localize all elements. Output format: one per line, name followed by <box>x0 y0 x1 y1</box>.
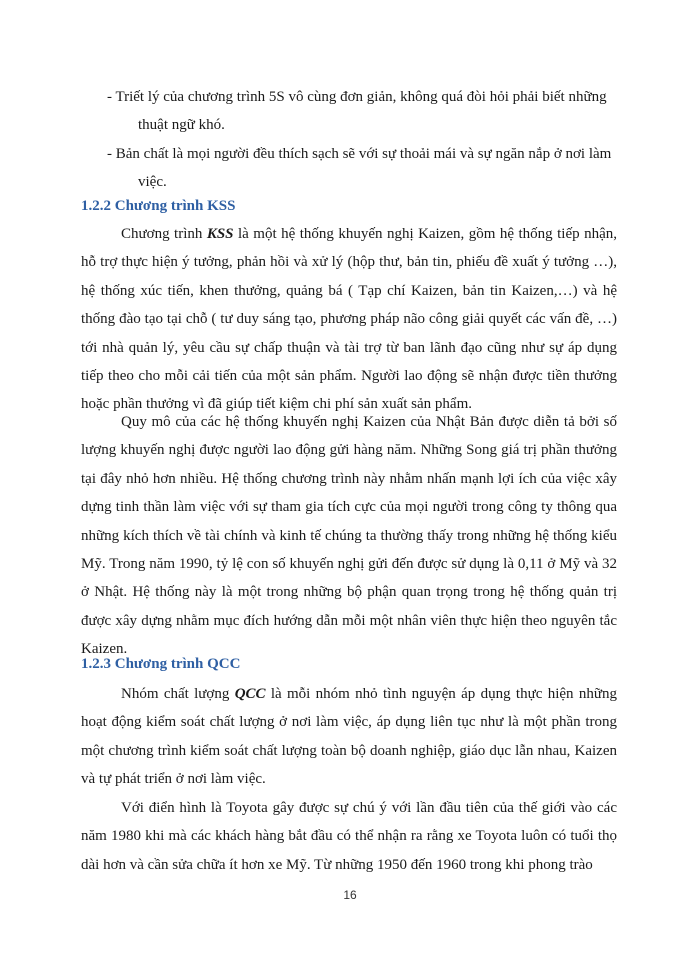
page-number: 16 <box>343 888 357 902</box>
bullet-line: - Triết lý của chương trình 5S vô cùng đơn giản, không quá đòi hỏi phải biết những <box>107 89 607 105</box>
paragraph-text: Nhóm chất lượng <box>121 686 235 702</box>
paragraph-text: là một hệ thống khuyến nghị Kaizen, gồm hệ thống tiếp nhận, hỗ trợ thực hiện ý tưởng, phản hồi và xử lý (hộp thư, bản tin, phiếu đề xuất ý tưởng …), hệ thống xúc tiến, khen thưởng, quảng bá ( Tạp chí Kaizen, bản tin Kaizen,…) và hệ thống đào tạo tại chỗ ( tư duy sáng tạo, phương pháp não công giải quyết các vấn đề, …) tới nhà quản lý, yêu cầu sự chấp thuận và tài trợ từ ban lãnh đạo cũng như sự áp dụng tiếp theo cho mỗi cải tiến của một sản phẩm. Người lao động sẽ nhận được tiền thưởng hoặc phần thưởng vì đã giúp tiết kiệm chi phí sản xuất sản phẩm. <box>81 226 617 413</box>
bullet-continuation: việc. <box>138 174 167 190</box>
paragraph-qcc-2: Với điển hình là Toyota gây được sự chú ý với lần đầu tiên của thế giới vào các năm 1980 khi mà các khách hàng bắt đầu có thể nhận ra rằng xe Toyota luôn có tuổi thọ dài hơn và cần sửa chữa ít hơn xe Mỹ. Từ những 1950 đến 1960 trong khi phong trào <box>81 800 617 873</box>
bullet-line: - Bản chất là mọi người đều thích sạch sẽ với sự thoải mái và sự ngăn nắp ở nơi làm <box>107 146 612 162</box>
kss-term: KSS <box>206 226 234 242</box>
bullet-item <box>107 83 627 139</box>
section-heading-qcc: 1.2.3 Chương trình QCC <box>81 656 241 672</box>
paragraph-text: Chương trình <box>121 226 207 242</box>
bullet-item <box>107 140 627 196</box>
bullet-continuation: thuật ngữ khó. <box>138 117 225 133</box>
paragraph-text: là mỗi nhóm nhỏ tình nguyện áp dụng thực hiện những hoạt động kiểm soát chất lượng ở nơi làm việc, áp dụng liên tục như là một phần trong một chương trình kiểm soát chất lượng toàn bộ doanh nghiệp, giáo dục lẫn nhau, Kaizen và tự phát triển ở nơi làm việc. <box>81 686 617 788</box>
paragraph-kss-1 <box>81 220 617 419</box>
paragraph-qcc-1 <box>81 680 617 794</box>
paragraph-kss-2: Quy mô của các hệ thống khuyến nghị Kaizen của Nhật Bản được diễn tả bởi số lượng khuyến nghị được người lao động gửi hàng năm. Những Song giá trị phần thưởng tại đây nhỏ hơn nhiều. Hệ thống chương trình này nhằm nhấn mạnh lợi ích của việc xây dựng tinh thần làm việc với sự tham gia tích cực của mọi người trong công ty thông qua những kích thích về tài chính và kinh tế chúng ta thường thấy trong những hệ thống kiểu Mỹ. Trong năm 1990, tỷ lệ con số khuyến nghị gửi đến được sử dụng là 0,11 ở Mỹ và 32 ở Nhật. Hệ thống này là một trong những bộ phận quan trọng trong hệ thống quản trị được xây dựng nhằm mục đích hướng dẫn mỗi một nhân viên thực hiện theo nguyên tắc Kaizen. <box>81 414 617 658</box>
section-heading-kss: 1.2.2 Chương trình KSS <box>81 198 236 214</box>
qcc-term: QCC <box>234 686 266 702</box>
